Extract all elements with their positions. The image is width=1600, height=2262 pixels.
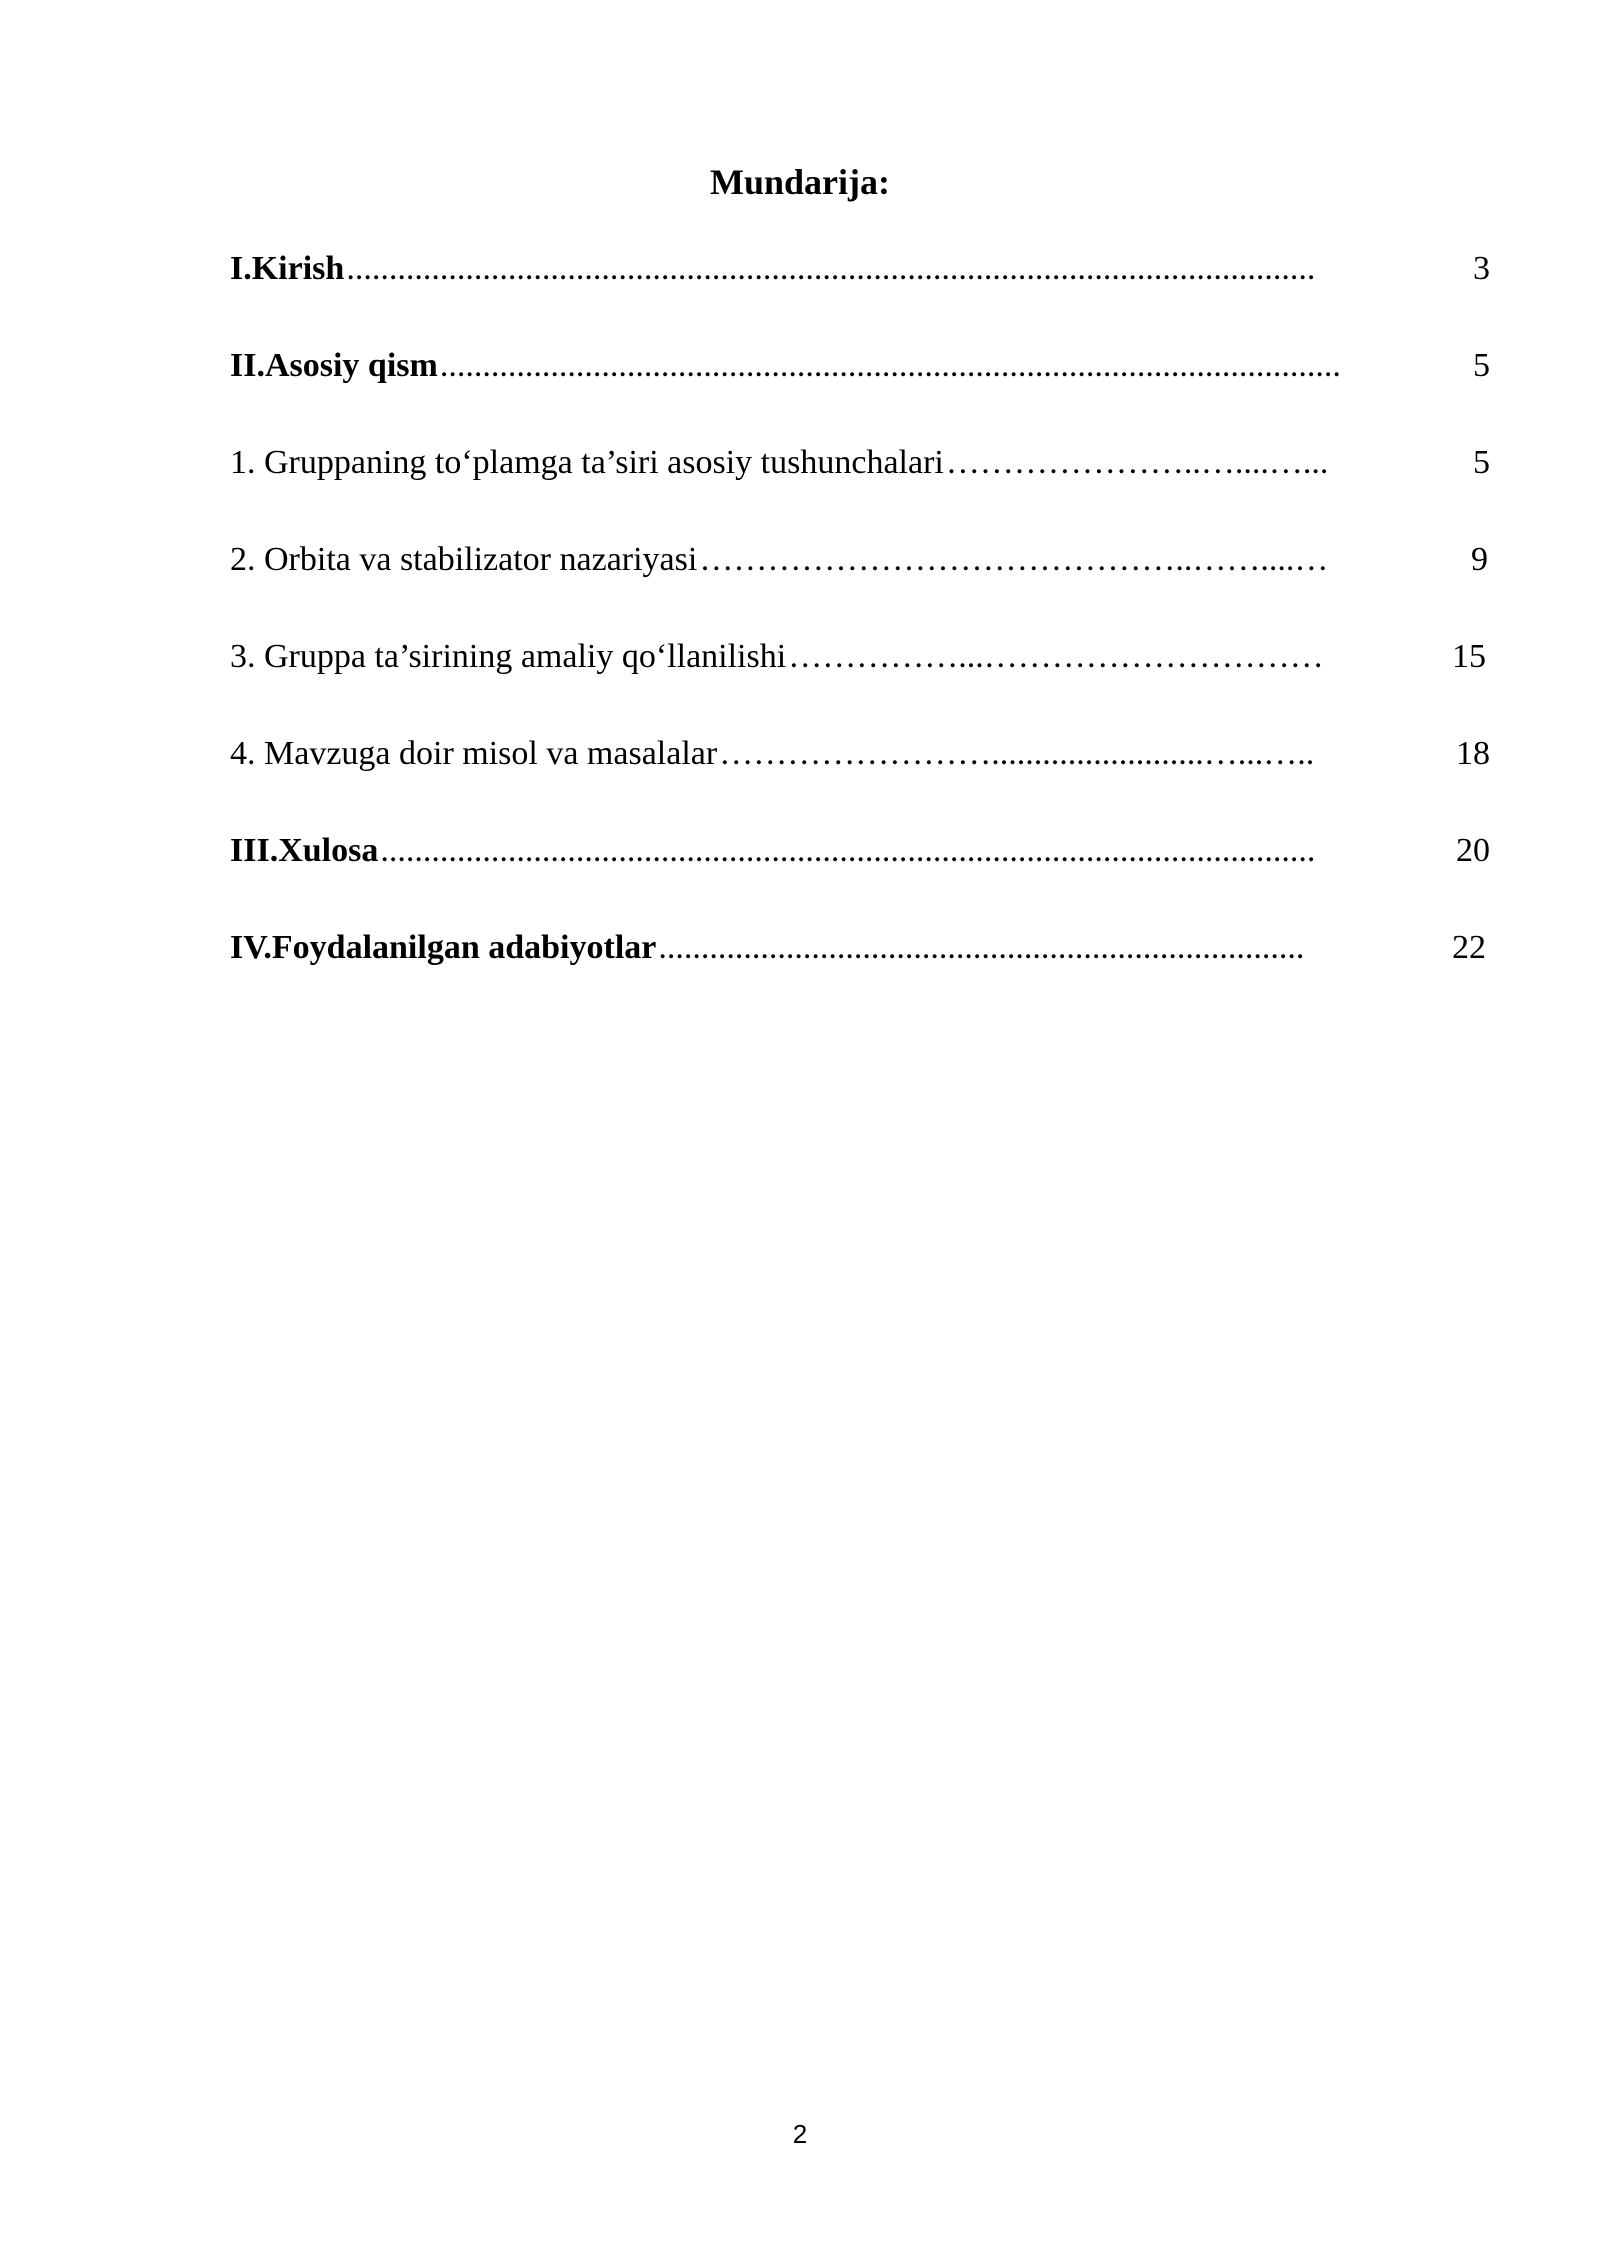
toc-entry-kirish[interactable]	[230, 247, 1490, 291]
toc-entry-label: 3. Gruppa ta’sirining amaliy qo‘llanilishi	[230, 638, 787, 675]
toc-entry-label: 1. Gruppaning to‘plamga ta’siri asosiy tushunchalari	[230, 444, 944, 481]
toc-entry-section-2[interactable]	[230, 538, 1488, 582]
toc-entry-section-1[interactable]	[230, 441, 1490, 485]
toc-dot-leader: …………………..…....…...	[945, 444, 1329, 481]
toc-dot-leader: …………………….........................…...…..	[719, 735, 1315, 772]
toc-dot-leader: ..........................................................................................................	[439, 347, 1341, 384]
toc-dot-leader: ……………...…………………………	[788, 638, 1324, 675]
toc-entry-label: I.Kirish	[230, 250, 345, 287]
toc-entry-label: IV.Foydalanilgan adabiyotlar	[230, 929, 657, 966]
toc-entry-label: III.Xulosa	[230, 832, 379, 869]
toc-page-number: 5	[1473, 347, 1490, 384]
page-title: Mundarija:	[710, 162, 890, 202]
toc-dot-leader: ............................................................................	[658, 929, 1305, 966]
toc-entry-label: 2. Orbita va stabilizator nazariyasi	[230, 541, 698, 578]
toc-page-number: 5	[1473, 444, 1490, 481]
toc-page-number: 3	[1473, 250, 1490, 287]
toc-page-number: 18	[1456, 735, 1490, 772]
toc-entry-asosiy-qism[interactable]	[230, 344, 1490, 388]
toc-dot-leader: ..................................................................................................................	[346, 250, 1316, 287]
toc-dot-leader: ……………………………………..……....…	[699, 541, 1329, 578]
toc-dot-leader: ..............................................................................................................	[380, 832, 1316, 869]
toc-page-number: 15	[1452, 638, 1486, 675]
toc-entry-section-4[interactable]	[230, 732, 1490, 776]
toc-entry-xulosa[interactable]	[230, 829, 1490, 873]
page-number: 2	[792, 2119, 808, 2149]
toc-entry-label: 4. Mavzuga doir misol va masalalar	[230, 735, 718, 772]
toc-page-number: 9	[1471, 541, 1488, 578]
toc-page-number: 22	[1452, 929, 1486, 966]
toc-entry-adabiyotlar[interactable]	[230, 926, 1486, 970]
toc-entry-section-3[interactable]	[230, 635, 1486, 679]
toc-entry-label: II.Asosiy qism	[230, 347, 438, 384]
toc-page-number: 20	[1456, 832, 1490, 869]
